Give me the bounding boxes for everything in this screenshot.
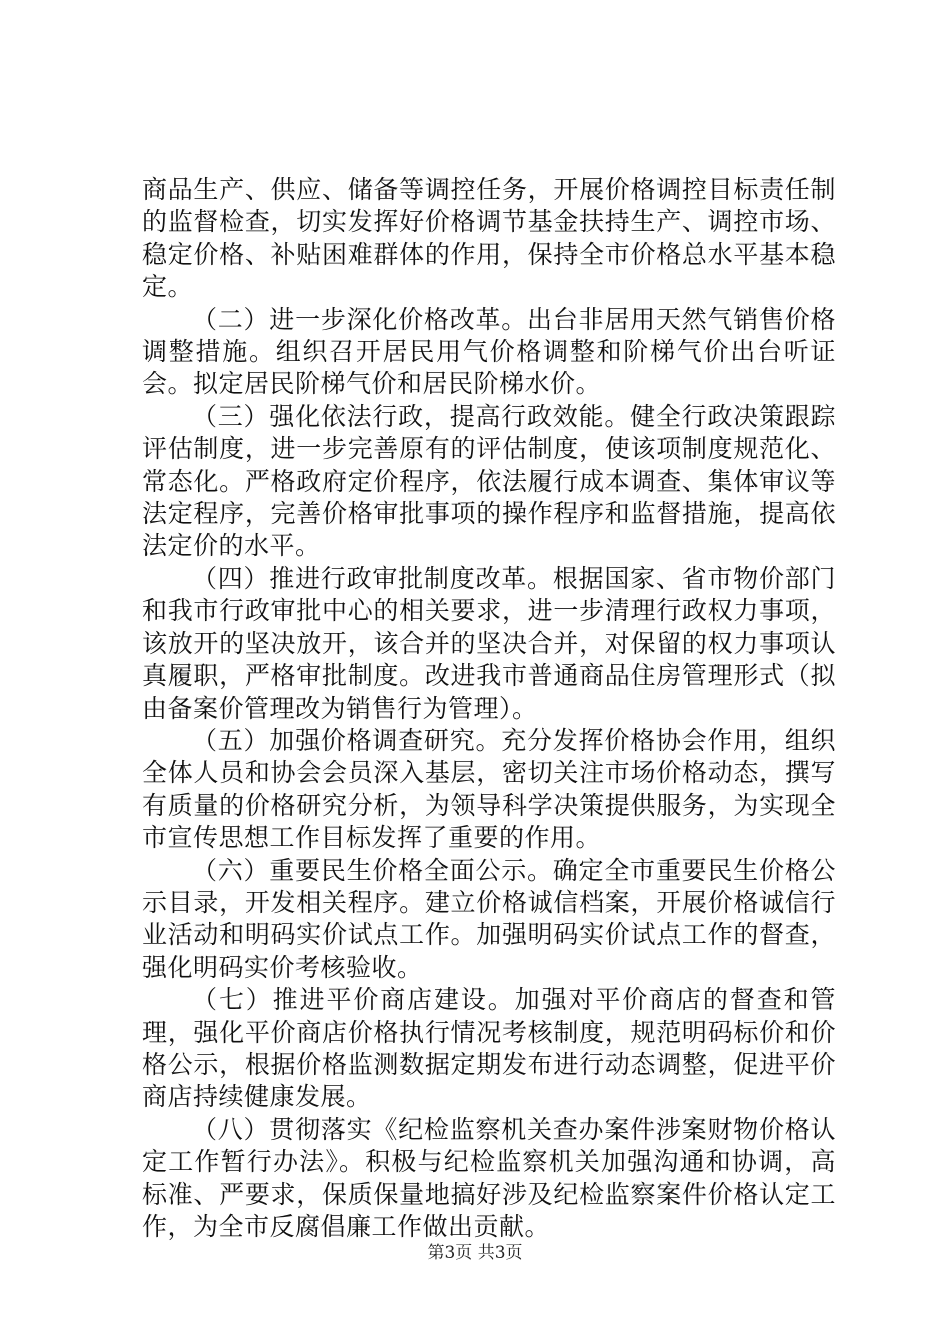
paragraph-3: （三）强化依法行政，提高行政效能。健全行政决策跟踪评估制度，进一步完善原有的评估制度，使该项制度规范化、常态化。严格政府定价程序，依法履行成本调查、集体审议等法定程序，完善价格审批事项的操作程序和监督措施，提高依法定价的水平。: [142, 401, 836, 561]
paragraph-2: （二）进一步深化价格改革。出台非居用天然气销售价格调整措施。组织召开居民用气价格调整和阶梯气价出台听证会。拟定居民阶梯气价和居民阶梯水价。: [142, 304, 836, 399]
paragraph-4: （四）推进行政审批制度改革。根据国家、省市物价部门和我市行政审批中心的相关要求，进一步清理行政权力事项，该放开的坚决放开，该合并的坚决合并，对保留的权力事项认真履职，严格审批制度。改进我市普通商品住房管理形式（拟由备案价管理改为销售行为管理）。: [142, 563, 836, 723]
paragraph-8: （八）贯彻落实《纪检监察机关查办案件涉案财物价格认定工作暂行办法》。积极与纪检监察机关加强沟通和协调，高标准、严要求，保质保量地搞好涉及纪检监察案件价格认定工作，为全市反腐倡廉工作做出贡献。: [142, 1114, 836, 1241]
paragraph-5: （五）加强价格调查研究。充分发挥价格协会作用，组织全体人员和协会会员深入基层，密切关注市场价格动态，撰写有质量的价格研究分析，为领导科学决策提供服务，为实现全市宣传思想工作目标发挥了重要的作用。: [142, 725, 836, 853]
paragraph-7: （七）推进平价商店建设。加强对平价商店的督查和管理，强化平价商店价格执行情况考核制度，规范明码标价和价格公示，根据价格监测数据定期发布进行动态调整，促进平价商店持续健康发展。: [142, 985, 836, 1112]
paragraph-6: （六）重要民生价格全面公示。确定全市重要民生价格公示目录，开发相关程序。建立价格诚信档案，开展价格诚信行业活动和明码实价试点工作。加强明码实价试点工作的督查，强化明码实价考核验收。: [142, 855, 836, 982]
paragraph-continuation: 商品生产、供应、储备等调控任务，开展价格调控目标责任制的监督检查，切实发挥好价格调节基金扶持生产、调控市场、稳定价格、补贴困难群体的作用，保持全市价格总水平基本稳定。: [142, 175, 836, 302]
page-number-footer: 第3页 共3页: [427, 1243, 523, 1263]
document-body: [142, 174, 836, 1243]
